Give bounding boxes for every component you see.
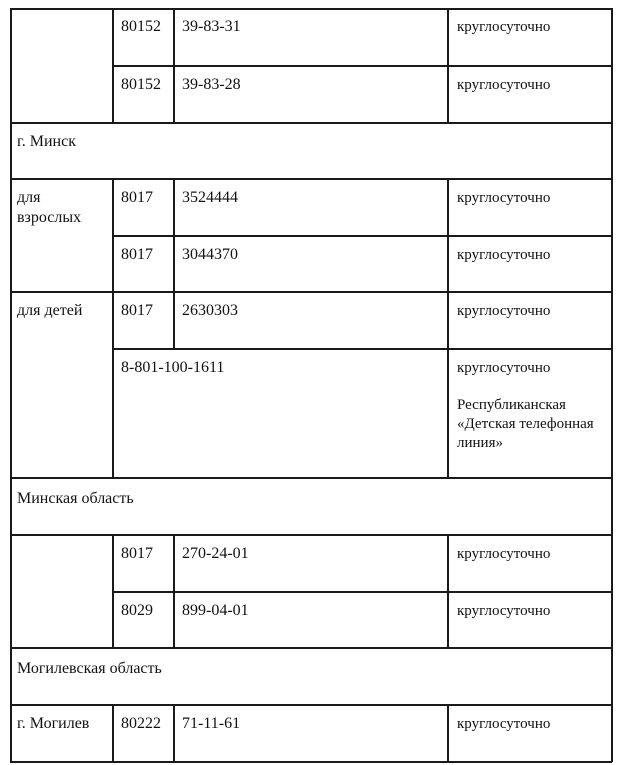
code-cell: 8017 <box>121 189 153 206</box>
row-label-mogilev: г. Могилев <box>17 715 90 732</box>
code-cell: 80152 <box>121 76 161 93</box>
hours-cell: круглосуточно <box>457 19 551 35</box>
hours-cell: круглосуточно <box>457 303 551 319</box>
phone-cell: 71-11-61 <box>182 715 241 732</box>
hours-cell: круглосуточно <box>457 77 551 93</box>
row-label-children: для детей <box>17 302 83 319</box>
phone-cell: 39-83-31 <box>182 18 241 35</box>
row-label-adults: для взрослых <box>17 189 82 226</box>
section-heading-minsk-city: г. Минск <box>17 133 76 150</box>
code-cell: 8017 <box>121 302 153 319</box>
phone-cell: 899-04-01 <box>182 602 249 619</box>
code-cell: 80222 <box>121 715 161 732</box>
hotline-note: Республиканская «Детская телефонная линия» <box>457 397 594 451</box>
phone-cell: 39-83-28 <box>182 76 241 93</box>
code-cell: 8017 <box>121 246 153 263</box>
phone-cell: 2630303 <box>182 302 238 319</box>
hours-cell: круглосуточно <box>457 546 551 562</box>
hours-cell: круглосуточно <box>457 190 551 206</box>
section-heading-mogilev-region: Могилевская область <box>17 660 162 677</box>
phone-cell: 3044370 <box>182 246 238 263</box>
phone-cell: 3524444 <box>182 189 238 206</box>
hours-cell: круглосуточно <box>457 247 551 263</box>
hours-cell: круглосуточно <box>457 360 551 376</box>
phone-cell: 270-24-01 <box>182 545 249 562</box>
section-heading-minsk-region: Минская область <box>17 490 134 507</box>
hours-cell: круглосуточно <box>457 716 551 732</box>
code-cell: 8017 <box>121 545 153 562</box>
hours-cell: круглосуточно <box>457 603 551 619</box>
code-cell: 80152 <box>121 18 161 35</box>
code-cell: 8029 <box>121 602 153 619</box>
phone-cell: 8-801-100-1611 <box>121 359 225 376</box>
